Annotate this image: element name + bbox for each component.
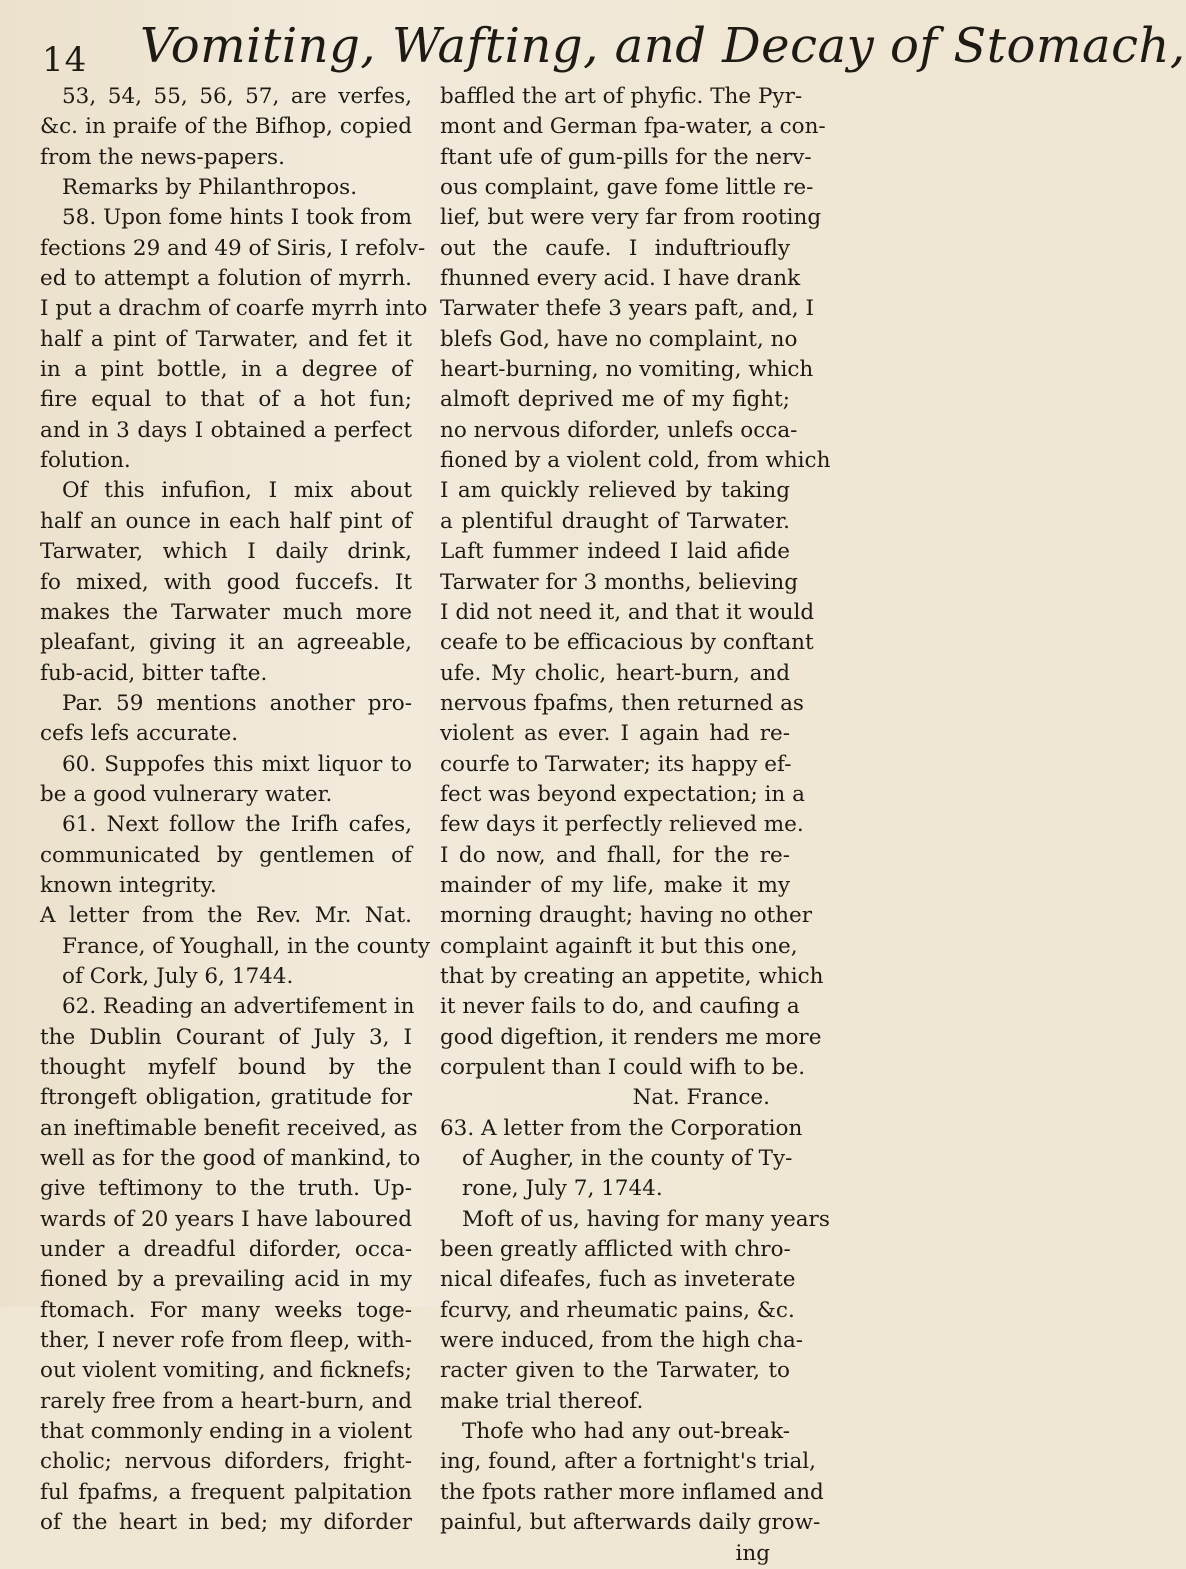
text-line: and in 3 days I obtained a perfect [40,417,412,443]
text-line: Par. 59 mentions another pro- [62,690,412,716]
text-line: Tarwater thefe 3 years paft, and, I [440,296,814,322]
text-line: corpulent than I could wifh to be. [440,1055,806,1080]
text-line: 61. Next follow the Irifh cafes, [62,812,412,838]
text-line: ftant ufe of gum-pills for the nerv- [440,144,812,170]
text-line: make trial thereof. [440,1388,644,1414]
text-line: Remarks by Philanthropos. [62,175,358,201]
text-line: baffled the art of phyfic. The Pyr- [440,84,803,109]
text-line: half an ounce in each half pint of [40,508,412,534]
text-line: an ineftimable benefit received, as [40,1115,418,1141]
text-line: fioned by a prevailing acid in my [40,1267,412,1293]
text-line: the fpots rather more inflamed and [440,1479,824,1505]
text-line: give teftimony to the truth. Up- [40,1176,412,1202]
text-line: fub-acid, bitter tafte. [40,660,268,686]
text-line: lief, but were very far from rooting [440,205,822,231]
text-line: no nervous diforder, unlefs occa- [440,417,798,443]
right-column [440,82,831,1569]
text-line: Tarwater, which I daily drink, [40,539,412,565]
text-line: 58. Upon fome hints I took from [62,205,412,231]
text-line: few days it perfectly relieved me. [440,812,804,838]
text-line: violent as ever. I again had re- [440,721,790,747]
text-line: communicated by gentlemen of [40,842,412,868]
text-line: cefs lefs accurate. [40,721,239,747]
text-line: under a dreadful diforder, occa- [40,1237,412,1263]
text-line: I do now, and fhall, for the re- [440,842,790,868]
text-line: Thofe who had any out-break- [462,1419,790,1445]
text-line: rone, July 7, 1744. [462,1176,663,1202]
text-line: racter given to the Tarwater, to [440,1358,790,1384]
text-line: Laft fummer indeed I laid afide [440,539,790,565]
text-line: rarely free from a heart-burn, and [40,1388,412,1414]
text-line: pleafant, giving it an agreeable, [40,630,412,656]
text-line: ful fpafms, a frequent palpitation [40,1479,412,1505]
text-line: almoft deprived me of my fight; [440,387,790,413]
text-line: ther, I never rofe from fleep, with- [40,1328,413,1354]
text-line: Tarwater for 3 months, believing [440,569,798,595]
text-line: heart-burning, no vomiting, which [440,357,814,383]
text-line: mainder of my life, make it my [440,872,790,898]
text-line: from the news-papers. [40,144,285,170]
text-line: were induced, from the high cha- [440,1328,804,1354]
text-line: ftrongeft obligation, gratitude for [40,1085,412,1111]
text-line: Moft of us, having for many years [462,1206,830,1232]
text-line: ous complaint, gave fome little re- [440,175,814,201]
text-line: that commonly ending in a violent [40,1419,413,1445]
text-line: ftomach. For many weeks toge- [40,1297,412,1323]
text-line: I am quickly relieved by taking [440,478,790,504]
page-number: 14 [42,40,88,80]
left-column [40,82,431,1539]
text-line: morning draught; having no other [440,903,812,929]
text-line: fect was beyond expectation; in a [440,781,805,807]
text-line: Nat. France. [632,1085,770,1111]
text-line: well as for the good of mankind, to [40,1146,421,1172]
text-line: Of this infufion, I mix about [62,478,412,504]
text-line: ing, found, after a fortnight's trial, [440,1449,816,1475]
text-line: I put a drachm of coarfe myrrh into [40,296,428,322]
text-line: fire equal to that of a hot fun; [40,387,412,413]
text-line: France, of Youghall, in the county [62,933,431,959]
text-line: I did not need it, and that it would [440,599,815,625]
text-line: ufe. My cholic, heart-burn, and [440,660,790,686]
text-line: a plentiful draught of Tarwater. [440,508,790,534]
text-line: courfe to Tarwater; its happy ef- [440,751,792,777]
text-line: fhunned every acid. I have drank [440,266,801,292]
text-line: nical difeafes, fuch as inveterate [440,1267,796,1293]
text-line: blefs God, have no complaint, no [440,326,798,352]
text-line: of Cork, July 6, 1744. [62,963,294,989]
text-line: cholic; nervous diforders, fright- [40,1449,412,1475]
text-line: painful, but afterwards daily grow- [440,1510,821,1536]
page-header [42,18,1186,88]
text-line: ed to attempt a folution of myrrh. [40,266,412,292]
text-line: fioned by a violent cold, from which [440,448,831,474]
text-line: that by creating an appetite, which [440,963,824,989]
text-line: be a good vulnerary water. [40,781,333,807]
text-line: out violent vomiting, and ficknefs; [40,1358,412,1384]
text-line: fo mixed, with good fuccefs. It [40,569,412,595]
running-title: Vomiting, Wafting, and Decay of Stomach, [140,18,1186,74]
text-line: 53, 54, 55, 56, 57, are verfes, [62,84,412,109]
text-line: been greatly afflicted with chro- [440,1237,791,1263]
text-line: half a pint of Tarwater, and fet it [40,326,412,352]
text-line: nervous fpafms, then returned as [440,690,804,716]
text-line: 60. Suppofes this mixt liquor to [62,751,412,777]
text-line: complaint againft it but this one, [440,933,798,959]
text-line: folution. [40,448,131,474]
text-line: thought myfelf bound by the [40,1055,412,1080]
text-line: 63. A letter from the Corporation [440,1115,803,1141]
text-line: fcurvy, and rheumatic pains, &c. [440,1297,795,1323]
text-line: fections 29 and 49 of Siris, I refolv- [40,235,426,261]
text-line: &c. in praife of the Bifhop, copied [40,114,412,140]
text-line: of Augher, in the county of Ty- [462,1146,793,1172]
text-line: it never fails to do, and caufing a [440,994,800,1020]
text-line: in a pint bottle, in a degree of [40,357,412,383]
text-line: ing [735,1540,770,1566]
text-line: out the caufe. I induftrioufly [440,235,790,261]
text-line: wards of 20 years I have laboured [40,1206,412,1232]
text-line: A letter from the Rev. Mr. Nat. [40,903,412,929]
text-line: known integrity. [40,872,217,898]
text-line: makes the Tarwater much more [40,599,412,625]
text-line: the Dublin Courant of July 3, I [40,1024,412,1050]
text-line: ceafe to be efficacious by conftant [440,630,814,656]
text-line: of the heart in bed; my diforder [40,1510,412,1536]
text-line: 62. Reading an advertifement in [62,994,415,1020]
text-line: good digeftion, it renders me more [440,1024,822,1050]
text-line: mont and German fpa-water, a con- [440,114,826,140]
